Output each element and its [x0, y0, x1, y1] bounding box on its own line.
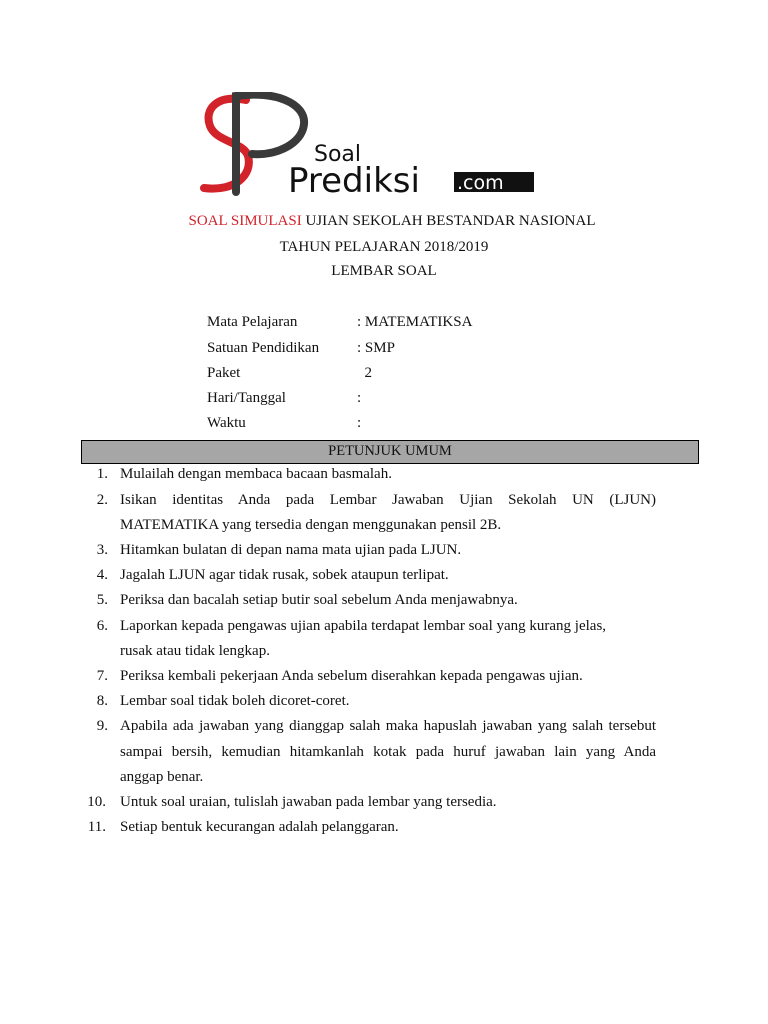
item-text: Setiap bentuk kecurangan adalah pelanggaran. — [120, 819, 399, 835]
item-number: 2. — [96, 492, 108, 508]
info-value: 2 — [357, 365, 372, 381]
item-text-continued: sampai bersih, kemudian hitamkanlah kotak pada huruf jawaban lain yang Anda — [120, 744, 656, 760]
item-text: Lembar soal tidak boleh dicoret-coret. — [120, 693, 350, 709]
logo-soal-text: Soal — [314, 142, 362, 167]
item-number: 8. — [96, 693, 108, 709]
heading-line-2: TAHUN PELAJARAN 2018/2019 — [279, 239, 489, 255]
info-label: Paket — [207, 365, 241, 381]
heading-red-text: SOAL SIMULASI — [188, 213, 302, 229]
item-text-continued: anggap benar. — [120, 769, 204, 785]
item-text-continued: MATEMATIKA yang tersedia dengan menggunakan pensil 2B. — [120, 517, 502, 533]
item-number: 3. — [96, 542, 108, 558]
info-value: : SMP — [357, 340, 395, 356]
item-number: 4. — [96, 567, 108, 583]
item-number: 1. — [96, 466, 108, 482]
item-text: Periksa dan bacalah setiap butir soal sebelum Anda menjawabnya. — [120, 592, 518, 608]
info-value: : — [357, 390, 362, 406]
heading-rest-text: UJIAN SEKOLAH BESTANDAR NASIONAL — [301, 213, 596, 229]
info-value: : — [357, 415, 362, 431]
info-label: Waktu — [207, 415, 246, 431]
petunjuk-title: PETUNJUK UMUM — [328, 443, 452, 459]
item-text: Mulailah dengan membaca bacaan basmalah. — [120, 466, 392, 482]
item-text: Hitamkan bulatan di depan nama mata ujian pada LJUN. — [120, 542, 462, 558]
item-number: 7. — [96, 668, 108, 684]
item-text-continued: rusak atau tidak lengkap. — [120, 643, 270, 659]
logo-prediksi-text: Prediksi — [288, 161, 420, 201]
item-text: Apabila ada jawaban yang dianggap salah maka hapuslah jawaban yang salah tersebut — [120, 718, 656, 734]
item-text: Isikan identitas Anda pada Lembar Jawaban Ujian Sekolah UN (LJUN) — [120, 492, 656, 508]
item-text: Laporkan kepada pengawas ujian apabila terdapat lembar soal yang kurang jelas, — [120, 618, 607, 634]
item-text: Jagalah LJUN agar tidak rusak, sobek ataupun terlipat. — [120, 567, 449, 583]
item-number: 5. — [96, 592, 108, 608]
item-number: 10. — [87, 794, 106, 810]
info-label: Mata Pelajaran — [207, 314, 298, 330]
info-label: Hari/Tanggal — [207, 390, 286, 406]
logo-com-text: .com — [457, 172, 504, 194]
item-number: 9. — [96, 718, 108, 734]
item-text: Periksa kembali pekerjaan Anda sebelum diserahkan kepada pengawas ujian. — [120, 668, 583, 684]
item-number: 11. — [87, 819, 106, 835]
item-text: Untuk soal uraian, tulislah jawaban pada lembar yang tersedia. — [120, 794, 497, 810]
item-number: 6. — [96, 618, 108, 634]
heading-line-3: LEMBAR SOAL — [331, 263, 437, 279]
info-value: : MATEMATIKSA — [357, 314, 473, 330]
info-label: Satuan Pendidikan — [207, 340, 320, 356]
